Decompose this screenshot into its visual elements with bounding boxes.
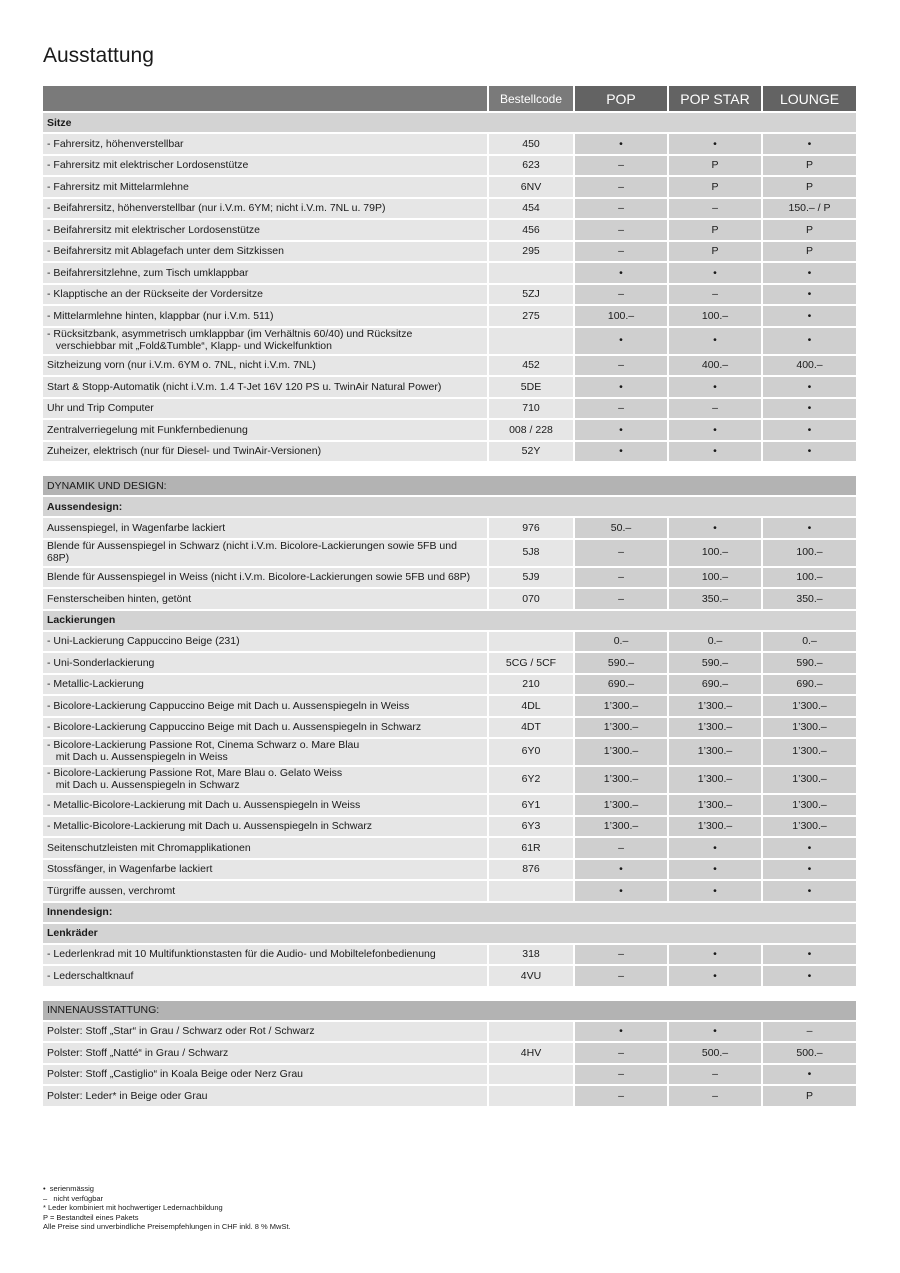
- item-label: - Beifahrersitz mit Ablagefach unter dem Sitzkissen: [47, 245, 284, 258]
- item-label: Blende für Aussenspiegel in Schwarz (nicht i.V.m. Bicolore-Lackierungen sowie 5FB und: [47, 539, 457, 552]
- item-label: - Lederschaltknauf: [47, 969, 134, 982]
- item-cell: [43, 589, 487, 609]
- footnote: Alle Preise sind unverbindliche Preisempfehlungen in CHF inkl. 8 % MwSt.: [43, 1222, 291, 1231]
- item-label: - Uni-Sonderlackierung: [47, 656, 155, 669]
- lounge-cell: 1’300.–: [763, 767, 856, 793]
- item-label: - Uni-Lackierung Cappuccino Beige (231): [47, 635, 240, 648]
- code-cell: 623: [489, 156, 573, 176]
- section-heading: INNENAUSSTATTUNG:: [43, 1001, 856, 1020]
- item-cell: [43, 739, 487, 765]
- item-label: - Metallic-Bicolore-Lackierung mit Dach u. Aussenspiegeln in Schwarz: [47, 820, 373, 833]
- lounge-cell: P: [763, 156, 856, 176]
- lounge-cell: •: [763, 328, 856, 354]
- code-cell: 454: [489, 199, 573, 219]
- code-cell: 070: [489, 589, 573, 609]
- table-row: [43, 328, 856, 354]
- popstar-cell: •: [669, 1022, 761, 1042]
- popstar-cell: –: [669, 1086, 761, 1106]
- code-cell: 5CG / 5CF: [489, 653, 573, 673]
- footnote: – nicht verfügbar: [43, 1193, 104, 1203]
- item-label: Fensterscheiben hinten, getönt: [47, 592, 192, 605]
- pop-cell: •: [575, 134, 667, 154]
- table-row: [43, 568, 856, 588]
- item-label-continued: mit Dach u. Aussenspiegeln in Weiss: [47, 751, 228, 763]
- pop-cell: –: [575, 356, 667, 376]
- popstar-cell: •: [669, 945, 761, 965]
- code-cell: [489, 881, 573, 901]
- item-label: - Fahrersitz mit elektrischer Lordosenstütze: [47, 159, 249, 172]
- code-cell: 61R: [489, 838, 573, 858]
- item-label: Uhr und Trip Computer: [47, 402, 154, 415]
- lounge-cell: •: [763, 285, 856, 305]
- item-cell: [43, 653, 487, 673]
- pop-cell: –: [575, 945, 667, 965]
- popstar-cell: P: [669, 177, 761, 197]
- code-cell: [489, 1065, 573, 1085]
- item-label: Zentralverriegelung mit Funkfernbedienung: [47, 423, 248, 436]
- pop-cell: 0.–: [575, 632, 667, 652]
- popstar-cell: •: [669, 328, 761, 354]
- code-cell: 5J8: [489, 540, 573, 566]
- section-gap: [43, 463, 856, 476]
- item-label: - Bicolore-Lackierung Cappuccino Beige mit Dach u. Aussenspiegeln in Weiss: [47, 699, 410, 712]
- header-item: [43, 86, 487, 111]
- item-label-continued: 68P): [47, 551, 70, 564]
- lounge-cell: •: [763, 945, 856, 965]
- pop-cell: •: [575, 860, 667, 880]
- subsection-heading: Lackierungen: [43, 611, 856, 630]
- popstar-cell: •: [669, 518, 761, 538]
- code-cell: 275: [489, 306, 573, 326]
- item-label: - Metallic-Lackierung: [47, 678, 144, 691]
- lounge-cell: •: [763, 518, 856, 538]
- item-label: - Beifahrersitz, höhenverstellbar (nur i.V.m. 6YM; nicht i.V.m. 7NL u. 79P): [47, 202, 386, 215]
- code-cell: 4VU: [489, 966, 573, 986]
- popstar-cell: 690.–: [669, 675, 761, 695]
- lounge-cell: 0.–: [763, 632, 856, 652]
- pop-cell: •: [575, 420, 667, 440]
- item-label: - Metallic-Bicolore-Lackierung mit Dach u. Aussenspiegeln in Weiss: [47, 798, 361, 811]
- table-row: [43, 860, 856, 880]
- popstar-cell: 100.–: [669, 568, 761, 588]
- lounge-cell: 100.–: [763, 568, 856, 588]
- item-label: - Klapptische an der Rückseite der Vordersitze: [47, 288, 263, 301]
- item-label: Blende für Aussenspiegel in Weiss (nicht i.V.m. Bicolore-Lackierungen sowie 5FB und 68P): [47, 571, 471, 584]
- code-cell: 456: [489, 220, 573, 240]
- popstar-cell: –: [669, 399, 761, 419]
- code-cell: [489, 263, 573, 283]
- lounge-cell: P: [763, 177, 856, 197]
- table-row: [43, 220, 856, 240]
- pop-cell: 1’300.–: [575, 718, 667, 738]
- popstar-cell: 0.–: [669, 632, 761, 652]
- pop-cell: •: [575, 1022, 667, 1042]
- item-cell: [43, 945, 487, 965]
- code-cell: 6Y1: [489, 795, 573, 815]
- subsection-heading: Sitze: [43, 113, 856, 132]
- footnote: * Leder kombiniert mit hochwertiger Ledernachbildung: [43, 1203, 223, 1212]
- item-cell: [43, 696, 487, 716]
- table-row: [43, 653, 856, 673]
- table-row: [43, 966, 856, 986]
- table-row: [43, 795, 856, 815]
- popstar-cell: •: [669, 377, 761, 397]
- code-cell: 4DT: [489, 718, 573, 738]
- lounge-cell: •: [763, 838, 856, 858]
- code-cell: [489, 1086, 573, 1106]
- table-row: [43, 1022, 856, 1042]
- popstar-cell: 1’300.–: [669, 718, 761, 738]
- table-row: [43, 817, 856, 837]
- table-row: [43, 156, 856, 176]
- pop-cell: •: [575, 263, 667, 283]
- popstar-cell: 400.–: [669, 356, 761, 376]
- pop-cell: •: [575, 881, 667, 901]
- table-row: [43, 945, 856, 965]
- item-cell: [43, 1086, 487, 1106]
- item-label: - Fahrersitz, höhenverstellbar: [47, 137, 184, 150]
- item-cell: [43, 1022, 487, 1042]
- item-cell: [43, 442, 487, 462]
- pop-cell: 100.–: [575, 306, 667, 326]
- footnotes: [43, 1184, 291, 1232]
- lounge-cell: •: [763, 399, 856, 419]
- lounge-cell: 100.–: [763, 540, 856, 566]
- item-cell: [43, 328, 487, 354]
- item-cell: [43, 795, 487, 815]
- lounge-cell: P: [763, 1086, 856, 1106]
- table-row: [43, 767, 856, 793]
- equipment-table: [43, 86, 856, 1108]
- item-label: - Fahrersitz mit Mittelarmlehne: [47, 180, 189, 193]
- header-code: Bestellcode: [489, 86, 573, 111]
- item-cell: [43, 1065, 487, 1085]
- code-cell: 6NV: [489, 177, 573, 197]
- popstar-cell: •: [669, 966, 761, 986]
- pop-cell: 1’300.–: [575, 696, 667, 716]
- item-cell: [43, 220, 487, 240]
- item-cell: [43, 966, 487, 986]
- item-label-continued: verschiebbar mit „Fold&Tumble“, Klapp- und Wickelfunktion: [47, 339, 332, 352]
- section-heading: DYNAMIK UND DESIGN:: [43, 476, 856, 495]
- table-row: [43, 518, 856, 538]
- lounge-cell: •: [763, 306, 856, 326]
- item-cell: [43, 1043, 487, 1063]
- table-row: [43, 838, 856, 858]
- table-row: [43, 675, 856, 695]
- lounge-cell: •: [763, 1065, 856, 1085]
- pop-cell: •: [575, 377, 667, 397]
- pop-cell: 1’300.–: [575, 795, 667, 815]
- lounge-cell: •: [763, 420, 856, 440]
- item-cell: [43, 718, 487, 738]
- subsection-heading: Lenkräder: [43, 924, 856, 943]
- item-label-continued: mit Dach u. Aussenspiegeln in Schwarz: [47, 779, 240, 791]
- table-row: [43, 199, 856, 219]
- item-cell: [43, 540, 487, 566]
- lounge-cell: P: [763, 242, 856, 262]
- item-cell: [43, 568, 487, 588]
- code-cell: 295: [489, 242, 573, 262]
- item-cell: [43, 632, 487, 652]
- item-cell: [43, 134, 487, 154]
- item-cell: [43, 156, 487, 176]
- item-cell: [43, 881, 487, 901]
- item-cell: [43, 199, 487, 219]
- item-label: - Bicolore-Lackierung Passione Rot, Cinema Schwarz o. Mare Blau: [47, 739, 360, 752]
- pop-cell: 1’300.–: [575, 767, 667, 793]
- header-lounge: LOUNGE: [763, 86, 856, 111]
- table-row: [43, 306, 856, 326]
- item-cell: [43, 817, 487, 837]
- popstar-cell: P: [669, 156, 761, 176]
- lounge-cell: •: [763, 263, 856, 283]
- code-cell: 4HV: [489, 1043, 573, 1063]
- pop-cell: 1’300.–: [575, 817, 667, 837]
- popstar-cell: –: [669, 285, 761, 305]
- pop-cell: 1’300.–: [575, 739, 667, 765]
- code-cell: 5DE: [489, 377, 573, 397]
- header-pop: POP: [575, 86, 667, 111]
- code-cell: 210: [489, 675, 573, 695]
- pop-cell: •: [575, 328, 667, 354]
- code-cell: 5J9: [489, 568, 573, 588]
- popstar-cell: 1’300.–: [669, 739, 761, 765]
- header-popstar: POP STAR: [669, 86, 761, 111]
- code-cell: 318: [489, 945, 573, 965]
- table-row: [43, 540, 856, 566]
- popstar-cell: •: [669, 860, 761, 880]
- table-row: [43, 285, 856, 305]
- table-row: [43, 1043, 856, 1063]
- item-cell: [43, 177, 487, 197]
- item-label: Stossfänger, in Wagenfarbe lackiert: [47, 863, 213, 876]
- table-row: [43, 696, 856, 716]
- popstar-cell: 100.–: [669, 540, 761, 566]
- pop-cell: 50.–: [575, 518, 667, 538]
- item-label: - Rücksitzbank, asymmetrisch umklappbar (im Verhältnis 60/40) und Rücksitze: [47, 327, 413, 340]
- item-label: - Bicolore-Lackierung Cappuccino Beige mit Dach u. Aussenspiegeln in Schwarz: [47, 721, 422, 734]
- code-cell: 6Y0: [489, 739, 573, 765]
- pop-cell: –: [575, 838, 667, 858]
- item-cell: [43, 285, 487, 305]
- popstar-cell: –: [669, 199, 761, 219]
- lounge-cell: •: [763, 377, 856, 397]
- footnote: • serienmässig: [43, 1184, 94, 1193]
- table-row: [43, 1065, 856, 1085]
- item-label: Aussenspiegel, in Wagenfarbe lackiert: [47, 521, 226, 534]
- popstar-cell: 500.–: [669, 1043, 761, 1063]
- subsection-heading: Aussendesign:: [43, 497, 856, 516]
- item-cell: [43, 356, 487, 376]
- table-row: [43, 177, 856, 197]
- footnote: P = Bestandteil eines Pakets: [43, 1212, 139, 1222]
- popstar-cell: •: [669, 134, 761, 154]
- lounge-cell: •: [763, 134, 856, 154]
- item-label: - Mittelarmlehne hinten, klappbar (nur i.V.m. 511): [47, 309, 274, 322]
- item-label: Start & Stopp-Automatik (nicht i.V.m. 1.4 T-Jet 16V 120 PS u. TwinAir Natural Power): [47, 380, 442, 393]
- pop-cell: –: [575, 199, 667, 219]
- table-row: [43, 589, 856, 609]
- popstar-cell: 350.–: [669, 589, 761, 609]
- popstar-cell: •: [669, 881, 761, 901]
- item-cell: [43, 242, 487, 262]
- lounge-cell: •: [763, 881, 856, 901]
- popstar-cell: P: [669, 242, 761, 262]
- table-row: [43, 399, 856, 419]
- lounge-cell: –: [763, 1022, 856, 1042]
- pop-cell: –: [575, 177, 667, 197]
- lounge-cell: 400.–: [763, 356, 856, 376]
- table-row: [43, 420, 856, 440]
- table-body: [43, 113, 856, 1106]
- table-row: [43, 263, 856, 283]
- table-row: [43, 242, 856, 262]
- lounge-cell: 1’300.–: [763, 718, 856, 738]
- code-cell: 876: [489, 860, 573, 880]
- popstar-cell: 590.–: [669, 653, 761, 673]
- code-cell: 5ZJ: [489, 285, 573, 305]
- page-title: Ausstattung: [43, 44, 154, 67]
- popstar-cell: •: [669, 442, 761, 462]
- pop-cell: –: [575, 220, 667, 240]
- pop-cell: –: [575, 156, 667, 176]
- code-cell: 710: [489, 399, 573, 419]
- lounge-cell: 1’300.–: [763, 696, 856, 716]
- pop-cell: •: [575, 442, 667, 462]
- pop-cell: –: [575, 589, 667, 609]
- item-label: Polster: Stoff „Star“ in Grau / Schwarz oder Rot / Schwarz: [47, 1025, 315, 1038]
- item-label: Polster: Stoff „Natté“ in Grau / Schwarz: [47, 1046, 229, 1059]
- code-cell: 450: [489, 134, 573, 154]
- code-cell: 976: [489, 518, 573, 538]
- section-gap: [43, 988, 856, 1001]
- popstar-cell: 100.–: [669, 306, 761, 326]
- lounge-cell: 690.–: [763, 675, 856, 695]
- table-row: [43, 632, 856, 652]
- item-label: Polster: Leder* in Beige oder Grau: [47, 1089, 208, 1102]
- pop-cell: –: [575, 1086, 667, 1106]
- code-cell: [489, 1022, 573, 1042]
- pop-cell: –: [575, 1043, 667, 1063]
- item-cell: [43, 518, 487, 538]
- code-cell: 452: [489, 356, 573, 376]
- popstar-cell: 1’300.–: [669, 817, 761, 837]
- popstar-cell: 1’300.–: [669, 795, 761, 815]
- table-row: [43, 881, 856, 901]
- item-label: - Lederlenkrad mit 10 Multifunktionstasten für die Audio- und Mobiltelefonbedienung: [47, 948, 436, 961]
- lounge-cell: 590.–: [763, 653, 856, 673]
- item-label: Sitzheizung vorn (nur i.V.m. 6YM o. 7NL, nicht i.V.m. 7NL): [47, 359, 316, 372]
- pop-cell: –: [575, 1065, 667, 1085]
- item-cell: [43, 838, 487, 858]
- item-label: Türgriffe aussen, verchromt: [47, 884, 176, 897]
- popstar-cell: 1’300.–: [669, 767, 761, 793]
- table-row: [43, 134, 856, 154]
- pop-cell: –: [575, 540, 667, 566]
- pop-cell: –: [575, 399, 667, 419]
- popstar-cell: •: [669, 420, 761, 440]
- pop-cell: 690.–: [575, 675, 667, 695]
- table-row: [43, 356, 856, 376]
- code-cell: [489, 328, 573, 354]
- pop-cell: –: [575, 966, 667, 986]
- table-row: [43, 1086, 856, 1106]
- item-label: Polster: Stoff „Castiglio“ in Koala Beige oder Nerz Grau: [47, 1068, 304, 1081]
- lounge-cell: 1’300.–: [763, 817, 856, 837]
- code-cell: 6Y2: [489, 767, 573, 793]
- lounge-cell: •: [763, 966, 856, 986]
- subsection-heading: Innendesign:: [43, 903, 856, 922]
- pop-cell: –: [575, 285, 667, 305]
- code-cell: 008 / 228: [489, 420, 573, 440]
- code-cell: 4DL: [489, 696, 573, 716]
- popstar-cell: •: [669, 263, 761, 283]
- lounge-cell: 500.–: [763, 1043, 856, 1063]
- lounge-cell: 150.– / P: [763, 199, 856, 219]
- item-label: - Beifahrersitz mit elektrischer Lordosenstütze: [47, 223, 260, 236]
- item-cell: [43, 399, 487, 419]
- lounge-cell: •: [763, 860, 856, 880]
- item-label: - Beifahrersitzlehne, zum Tisch umklappbar: [47, 266, 249, 279]
- lounge-cell: P: [763, 220, 856, 240]
- item-label: Zuheizer, elektrisch (nur für Diesel- und TwinAir-Versionen): [47, 445, 322, 458]
- item-cell: [43, 420, 487, 440]
- code-cell: 6Y3: [489, 817, 573, 837]
- table-row: [43, 442, 856, 462]
- popstar-cell: 1’300.–: [669, 696, 761, 716]
- item-cell: [43, 767, 487, 793]
- pop-cell: 590.–: [575, 653, 667, 673]
- pop-cell: –: [575, 568, 667, 588]
- table-row: [43, 718, 856, 738]
- item-cell: [43, 377, 487, 397]
- lounge-cell: 1’300.–: [763, 795, 856, 815]
- item-cell: [43, 306, 487, 326]
- table-row: [43, 739, 856, 765]
- code-cell: 52Y: [489, 442, 573, 462]
- popstar-cell: P: [669, 220, 761, 240]
- table-row: [43, 377, 856, 397]
- pop-cell: –: [575, 242, 667, 262]
- item-label: Seitenschutzleisten mit Chromapplikationen: [47, 841, 251, 854]
- popstar-cell: •: [669, 838, 761, 858]
- item-cell: [43, 675, 487, 695]
- item-cell: [43, 263, 487, 283]
- popstar-cell: –: [669, 1065, 761, 1085]
- lounge-cell: •: [763, 442, 856, 462]
- code-cell: [489, 632, 573, 652]
- lounge-cell: 350.–: [763, 589, 856, 609]
- item-cell: [43, 860, 487, 880]
- item-label: - Bicolore-Lackierung Passione Rot, Mare Blau o. Gelato Weiss: [47, 767, 343, 780]
- lounge-cell: 1’300.–: [763, 739, 856, 765]
- table-header: [43, 86, 856, 111]
